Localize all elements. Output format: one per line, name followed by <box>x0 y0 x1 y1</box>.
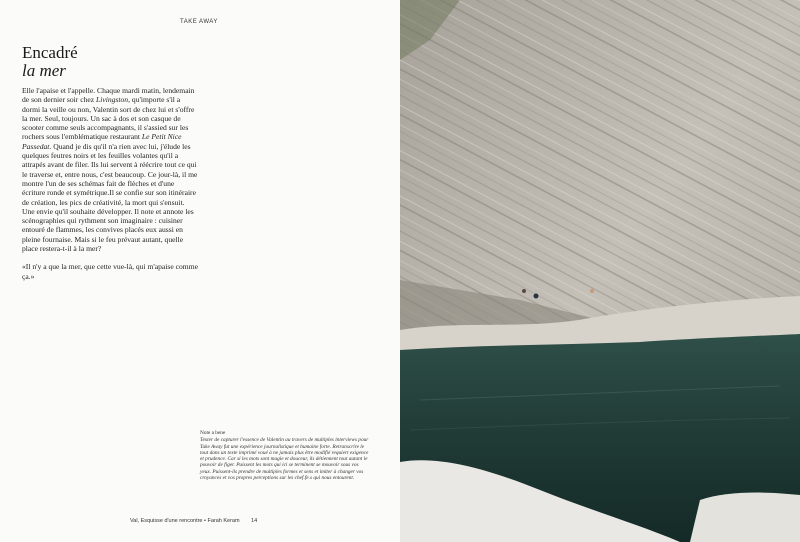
article-title <box>22 44 78 80</box>
article-body <box>22 86 198 290</box>
person-figure <box>534 294 539 299</box>
para-run: Elle l'apaise et l'appelle. Chaque mardi matin, lendemain de son dernier soir chez <box>22 86 195 105</box>
footer-credit: Val, Esquisse d'une rencontre • Farah Keram <box>130 518 240 524</box>
para-run: , qu'importe s'il a dormi la veille ou non, Valentin sort de chez lui et s'offre la mer. Seul, toujours. Un sac à dos et son casque de scooter comme seuls accompagnants, il s'assied sur les rochers sous l'emblématique restaurant <box>22 95 195 142</box>
sea-cliff-photo <box>400 0 800 542</box>
pull-quote: «Il n'y a que la mer, que cette vue-là, qui m'apaise comme ça.» <box>22 262 198 281</box>
foreground-rock <box>690 493 800 542</box>
para-run-italic: Le Petit Nice Passedat <box>22 132 182 151</box>
body-paragraph <box>22 86 198 253</box>
person-figure <box>590 289 594 293</box>
page-footer <box>130 518 257 524</box>
para-run-italic: Livingston <box>96 95 129 105</box>
note-title: Note a bene <box>200 430 226 436</box>
para-run: . Quand je dis qu'il n'a rien avec lui, j'élude les quelques feutres noirs et les feuilles volantes qu'il a attrapés avant de filer. Ils lui servent à réécrire tout ce qui le traverse et, entre nous, c'est beaucoup. Ce jour-là, il me montre l'un de ses schémas fait de flèches et d'une écriture ronde et symétrique.Il se confie sur son itinéraire de création, les pics de créativité, la mort qui s'ensuit. Une envie qu'il souhaite développer. Il note et annote les scénographies qui rythment son imaginaire : cuisiner entouré de flammes, les convives placés eux aussi en pleine fournaise. Mais si le feu prévaut autant, quelle place restera-t-il à la mer? <box>22 141 198 254</box>
footnote-box <box>200 430 370 481</box>
title-subtitle: la mer <box>22 61 66 80</box>
right-page <box>400 0 800 542</box>
section-label: TAKE AWAY <box>180 19 218 25</box>
person-figure <box>522 289 526 293</box>
page-number: 14 <box>251 518 258 524</box>
note-body: Texter de capturer l'essence de Valentin au travers de multiples interviews pour Take Away fut une expérience journalistique et humaine forte. Retranscrire le tout dans un texte imprimé voué à ne jamais plus être modifié requiert exigence et prudence. Car si les mots sont magie et douceur, ils détiennent tout autant le pouvoir de figer. Puissent les mots qui ici se terminent se mouvoir sous vos yeux. Puissent-ils prendre de multiples formes et sens et imiter à changer vos croyances et vos propres perceptions sur les chef.fe.s qui nous entourent. <box>200 437 369 482</box>
title-main: Encadré <box>22 43 78 62</box>
